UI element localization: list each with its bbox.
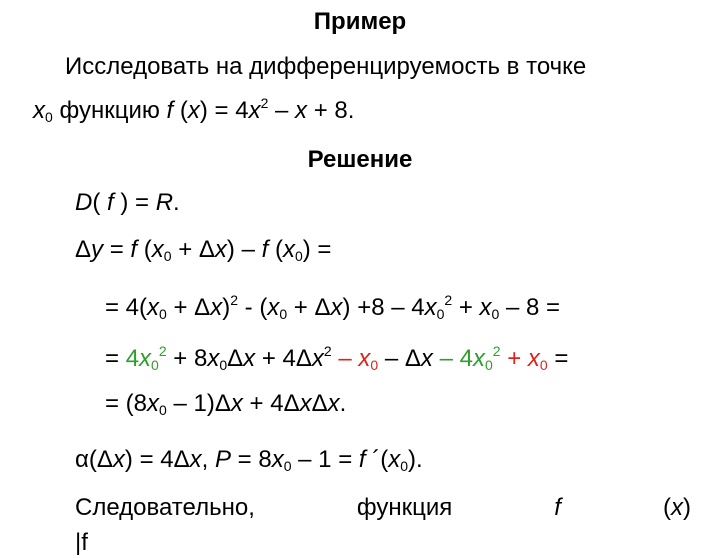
text: ) = 4: [199, 97, 249, 124]
word: f: [554, 494, 561, 521]
superscript: 2: [260, 95, 269, 111]
var-f: f: [166, 97, 174, 124]
var-x: x: [187, 97, 200, 124]
var-x: x: [295, 97, 308, 124]
var-x: x: [33, 97, 45, 124]
text: + 8.: [307, 97, 355, 124]
conclusion-line: [75, 493, 691, 523]
subscript: 0: [45, 109, 53, 125]
example-title: Пример: [313, 8, 407, 35]
task-line-2: [33, 88, 354, 132]
text: (: [173, 97, 188, 124]
alpha-line: α(Δx) = 4Δx, $P = 8x_0 - 1 = f$ $´(x_0)$.: [75, 446, 423, 474]
word: функция: [356, 494, 453, 521]
cut-off-line: |f: [75, 529, 88, 556]
step-1: = $4(x_0 + \Delta x)^2 - (x_0 + \Delta x) +8 - 4x_0^2 + x_0 - 8$ =: [105, 292, 561, 322]
var-x: x: [248, 97, 261, 124]
domain-line: D( f ) = R.: [75, 189, 180, 216]
text: функцию: [52, 97, 167, 124]
delta-y-line: Δy = f $(x_0 + \Delta x) - f$ $(x_0)$ =: [75, 236, 332, 264]
step-2: = $4x_0^2 + 8x_0\Delta x + 4\Delta x^2 - x_0 - \Delta x - 4x_0^2 + x_0$ =: [105, 343, 569, 373]
word: (x): [662, 494, 691, 521]
task-line-1: Исследовать на дифференцируемость в точке: [65, 53, 587, 80]
text: –: [268, 97, 296, 124]
word: Следовательно,: [75, 494, 255, 521]
solution-heading: Решение: [307, 146, 413, 173]
step-3: = $(8x_0 - 1)\Delta x + 4\Delta x\Delta x$.: [105, 390, 347, 418]
